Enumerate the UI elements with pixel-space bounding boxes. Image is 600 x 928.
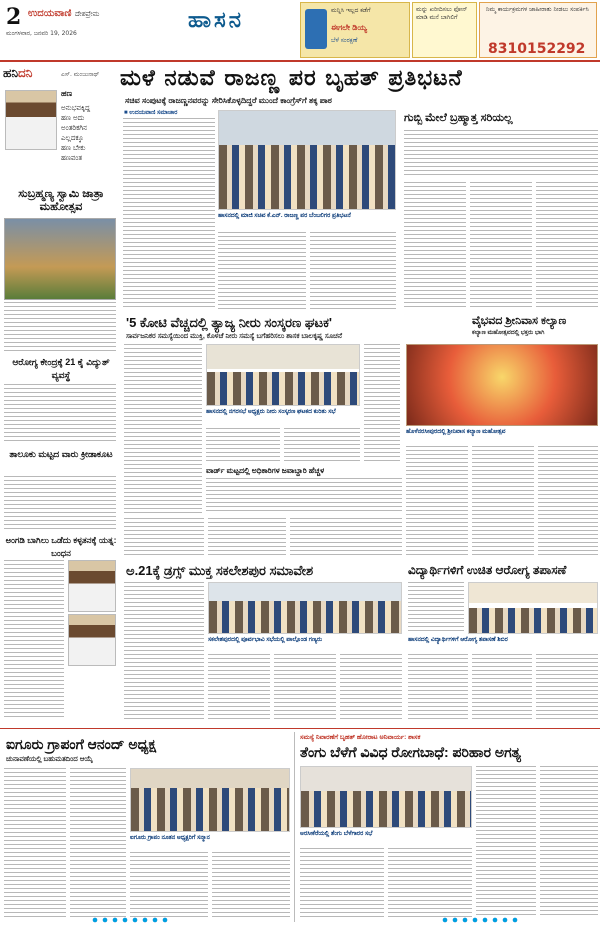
masthead: [0, 0, 600, 62]
bottom-right-text-col-4: [540, 766, 598, 918]
temple-headline[interactable]: ಸುಬ್ರಹ್ಮಣ್ಯ ಸ್ವಾಮಿ ಜಾತ್ರಾ ಮಹೋತ್ಸವ: [18, 188, 104, 213]
drugs-text-col-4: [340, 654, 402, 722]
lead-dateline: ■ ಉದಯವಾಣಿ ಸಮಾಚಾರ: [124, 110, 178, 116]
water-subhead: ಸಾರ್ವಜನಿಕರ ಸಮಸ್ಯೆಯಿಂದ ಮುಕ್ತಿ, ಕೊಳಚೆ ನೀರು ಸಮಸ್ಯೆ ಬಗೆಹರಿಸಲು ಶಾಸಕ ಬಾಲಕೃಷ್ಣ ಸೂಚನೆ: [126, 333, 343, 340]
bottom-right-text-col-3: [476, 766, 536, 918]
bottom-left-text-col-4: [212, 852, 290, 918]
bottom-left-caption: ಐಗೂರು ಗ್ರಾಪಂ ನೂತನ ಅಧ್ಯಕ್ಷರಿಗೆ ಸನ್ಮಾನ: [130, 835, 210, 841]
water-caption: ಹಾಸನದಲ್ಲಿ ನಗರಸಭೆ ಅಧ್ಯಕ್ಷರು ನೀರು ಸಂಸ್ಕರಣ ಘಟಕದ ಕುರಿತು ಸಭೆ: [206, 409, 336, 415]
lead-subhead: ಸಚಿವ ಸಂಪುಟಕ್ಕೆ ರಾಜಣ್ಣನವರನ್ನು ಸೇರಿಸಿಕೊಳ್ಳದಿದ್ದರೆ ಮುಂದೆ ಕಾಂಗ್ರೆಸ್‌ಗೆ ತಕ್ಕ ಪಾಠ: [125, 96, 332, 105]
ad-banner-3[interactable]: ನಿಮ್ಮ ಕಾರ್ಯಕ್ರಮಗಳ ಜಾಹೀರಾತು ನೀಡಲು ಸಂಪರ್ಕಿಸಿ 8310152292: [479, 2, 597, 58]
left-story-2-text: [4, 476, 116, 530]
kalyana-photo[interactable]: [406, 344, 598, 426]
bridge-text-col-1: [404, 182, 466, 310]
lead-text-col-3: [310, 232, 396, 310]
drugs-photo[interactable]: [208, 582, 402, 634]
health-caption: ಹಾಸನದಲ್ಲಿ ವಿದ್ಯಾರ್ಥಿಗಳಿಗೆ ಆರೋಗ್ಯ ತಪಾಸಣೆ ಶಿಬಿರ: [408, 637, 508, 643]
bottom-left-text-col-3: [130, 852, 208, 918]
bottom-right-headline[interactable]: ತೆಂಗು ಬೆಳೆಗೆ ವಿವಿಧ ರೋಗಬಾಧೆ: ಪರಿಹಾರ ಅಗತ್ಯ: [300, 744, 522, 760]
bottom-right-caption: ಅರಸೀಕೆರೆಯಲ್ಲಿ ತೆಂಗು ಬೆಳೆಗಾರರ ಸಭೆ: [300, 831, 373, 837]
section-divider: [0, 728, 600, 729]
water-text-col-6: [208, 518, 286, 558]
water-photo[interactable]: [206, 344, 360, 406]
hani-poem: ಅನುಭವಕ್ಕಿದ್ದ ಹಣ ಅದು ಅಂತರಿಕಗಿನ ಎಲ್ಲದಕ್ಕೂ ಹಣ ಬೇಕು ಹಣವಂತ: [61, 104, 91, 162]
phone-icon: [305, 9, 327, 49]
water-text-col-1: [124, 344, 202, 514]
drugs-headline[interactable]: ಅ.21ಕ್ಕೆ ಡ್ರಗ್ಸ್ ಮುಕ್ತ ಸಕಲೇಶಪುರ ಸಮಾವೇಶ: [126, 563, 314, 578]
ad-banner-1[interactable]: ಮನ್ನಿಸಿ ಇಲ್ಲದ ಕಡೆಗೆ ಈಗಲೇ ಡಿಯ್ಯ ಬೆಳೆ ಸಂರಕ್ಷಣೆ: [300, 2, 410, 58]
drugs-text-col-1: [124, 582, 204, 722]
temple-photo[interactable]: [4, 218, 116, 300]
paper-tagline: ದೇಶಪ್ರೇಮ: [75, 10, 100, 18]
date-line: ಮಂಗಳವಾರ, ಜನವರಿ 19, 2026: [6, 30, 77, 37]
kalyana-headline[interactable]: ವೈಭವದ ಶ್ರೀನಿವಾಸ ಕಲ್ಯಾಣ: [472, 315, 567, 327]
water-box-text: [206, 478, 402, 514]
bottom-left-text-col-1: [4, 768, 66, 918]
health-text-col-2: [408, 654, 468, 722]
kalyana-text-col-2: [472, 446, 534, 558]
bridge-text-top: [404, 130, 598, 178]
lead-headline[interactable]: ಮಳೆ ನಡುವೆ ರಾಜಣ್ಣ ಪರ ಬೃಹತ್ ಪ್ರತಿಭಟನೆ: [120, 66, 463, 91]
bridge-text-col-3: [536, 182, 598, 310]
water-text-col-7: [290, 518, 402, 558]
bottom-right-text-col-1: [300, 848, 384, 918]
columnist-photo: [5, 90, 57, 150]
bottom-right-text-col-2: [388, 848, 472, 918]
lead-text-col-1: [123, 118, 215, 310]
hani-dani-logo: ಹನಿದನಿ: [3, 66, 33, 80]
print-registration-marks: [90, 916, 170, 924]
ad-banner-2[interactable]: ಮನ್ನು ಖರೀದಿಸಲು ಫೋನ್ ಮಾಡಿ ಮನೆ ಬಾಗಿಲಿಗೆ: [412, 2, 477, 58]
health-text-col-4: [536, 654, 598, 722]
water-text-col-5: [124, 518, 204, 558]
drugs-text-col-2: [208, 654, 270, 722]
bottom-left-headline[interactable]: ಐಗೂರು ಗ್ರಾಪಂಗೆ ಆನಂದ್ ಅಧ್ಯಕ್ಷ: [6, 736, 157, 752]
water-headline[interactable]: '5 ಕೋಟಿ ವೆಚ್ಚದಲ್ಲಿ ತ್ಯಾಜ್ಯ ನೀರು ಸಂಸ್ಕರಣ ಘಟಕ': [126, 315, 333, 330]
lead-text-col-2: [218, 232, 306, 310]
page-number: 2: [6, 4, 22, 30]
water-box-headline[interactable]: ವಾರ್ಡ್ ಮಟ್ಟದಲ್ಲಿ ಅಧಿಕಾರಿಗಳ ಜವಾಬ್ದಾರಿ ಹೆಚ್ಚಳ: [206, 466, 325, 475]
kalyana-subhead: ಕಲ್ಯಾಣ ಮಹೋತ್ಸವದಲ್ಲಿ ಭಕ್ತರು ಭಾಗಿ: [472, 330, 545, 336]
column-divider: [294, 732, 295, 922]
section-title: ಹಾಸನ: [188, 8, 244, 33]
hani-byline: ಎಸ್. ಮಂಜುನಾಥ್: [61, 71, 100, 78]
left-story-3-headline[interactable]: ಅಂಗಡಿ ಬಾಗಿಲು ಒಡೆದು ಕಳ್ಳತನಕ್ಕೆ ಯತ್ನ: ಬಂಧನ: [5, 535, 117, 558]
bottom-right-photo[interactable]: [300, 766, 472, 828]
drugs-text-col-3: [274, 654, 336, 722]
kalyana-caption: ಹೊಳೆನರಸೀಪುರದಲ್ಲಿ ಶ್ರೀನಿವಾಸ ಕಲ್ಯಾಣ ಮಹೋತ್ಸವ: [406, 429, 506, 435]
drugs-caption: ಸಕಲೇಶಪುರದಲ್ಲಿ ಪೂರ್ವಭಾವಿ ಸಭೆಯಲ್ಲಿ ಪಾಲ್ಗೊಂಡ ಗಣ್ಯರು: [208, 637, 323, 643]
left-story-1-text: [4, 384, 116, 444]
left-story-3-text-1: [4, 560, 64, 720]
temple-text: [4, 302, 116, 352]
lead-caption: ಹಾಸನದಲ್ಲಿ ಮಾಜಿ ಸಚಿವ ಕೆ.ಎನ್. ರಾಜಣ್ಣ ಪರ ಬೆಂಬಲಿಗರ ಪ್ರತಿಭಟನೆ: [218, 213, 351, 219]
kalyana-text-col-1: [406, 446, 468, 558]
lead-photo[interactable]: [218, 110, 396, 210]
health-headline[interactable]: ವಿದ್ಯಾರ್ಥಿಗಳಿಗೆ ಉಚಿತ ಆರೋಗ್ಯ ತಪಾಸಣೆ: [408, 563, 567, 577]
bottom-left-text-col-2: [70, 768, 126, 918]
left-story-1-headline[interactable]: ಆರೋಗ್ಯ ಕೇಂದ್ರಕ್ಕೆ 21 ಕೈ ವಿದ್ಯುತ್ ವ್ಯವಸ್ಥೆ: [12, 357, 110, 380]
kalyana-text-col-3: [538, 446, 598, 558]
hani-dani-column: [3, 66, 117, 184]
bottom-right-kicker: ಸಮಸ್ಯೆ ನಿವಾರಣೆಗೆ ಬೃಹತ್ ಹೋರಾಟ ಅನಿವಾರ್ಯ: ಶಾಸಕ: [300, 734, 421, 741]
bottom-left-subhead: ಚುನಾವಣೆಯಲ್ಲಿ ಬಹುಮತದಿಂದ ಆಯ್ಕೆ: [6, 756, 93, 763]
water-text-col-4: [364, 344, 400, 464]
bridge-headline[interactable]: ಗುಬ್ಬಿ ಮೇಲೆ ಬ್ರಹ್ಮಾತ್ತ ಸರಿಯಲ್ಲ: [404, 112, 513, 124]
water-text-col-3: [284, 428, 360, 464]
accused-photo-2: [68, 614, 116, 666]
health-photo[interactable]: [468, 582, 598, 634]
health-text-col-1: [408, 582, 464, 634]
water-text-col-2: [206, 428, 280, 464]
bridge-text-col-2: [470, 182, 532, 310]
left-story-2-headline[interactable]: ತಾಲೂಕು ಮಟ್ಟದ ವಾರು ಕ್ರೀಡಾಕೂಟ: [9, 449, 113, 459]
accused-photo-1: [68, 560, 116, 612]
paper-name: ಉದಯವಾಣಿ: [28, 8, 72, 19]
ad-phone: 8310152292: [488, 41, 586, 57]
print-registration-marks: [440, 916, 520, 924]
hani-title: ಹಣ: [61, 89, 73, 98]
bottom-left-photo[interactable]: [130, 768, 290, 832]
health-text-col-3: [472, 654, 532, 722]
